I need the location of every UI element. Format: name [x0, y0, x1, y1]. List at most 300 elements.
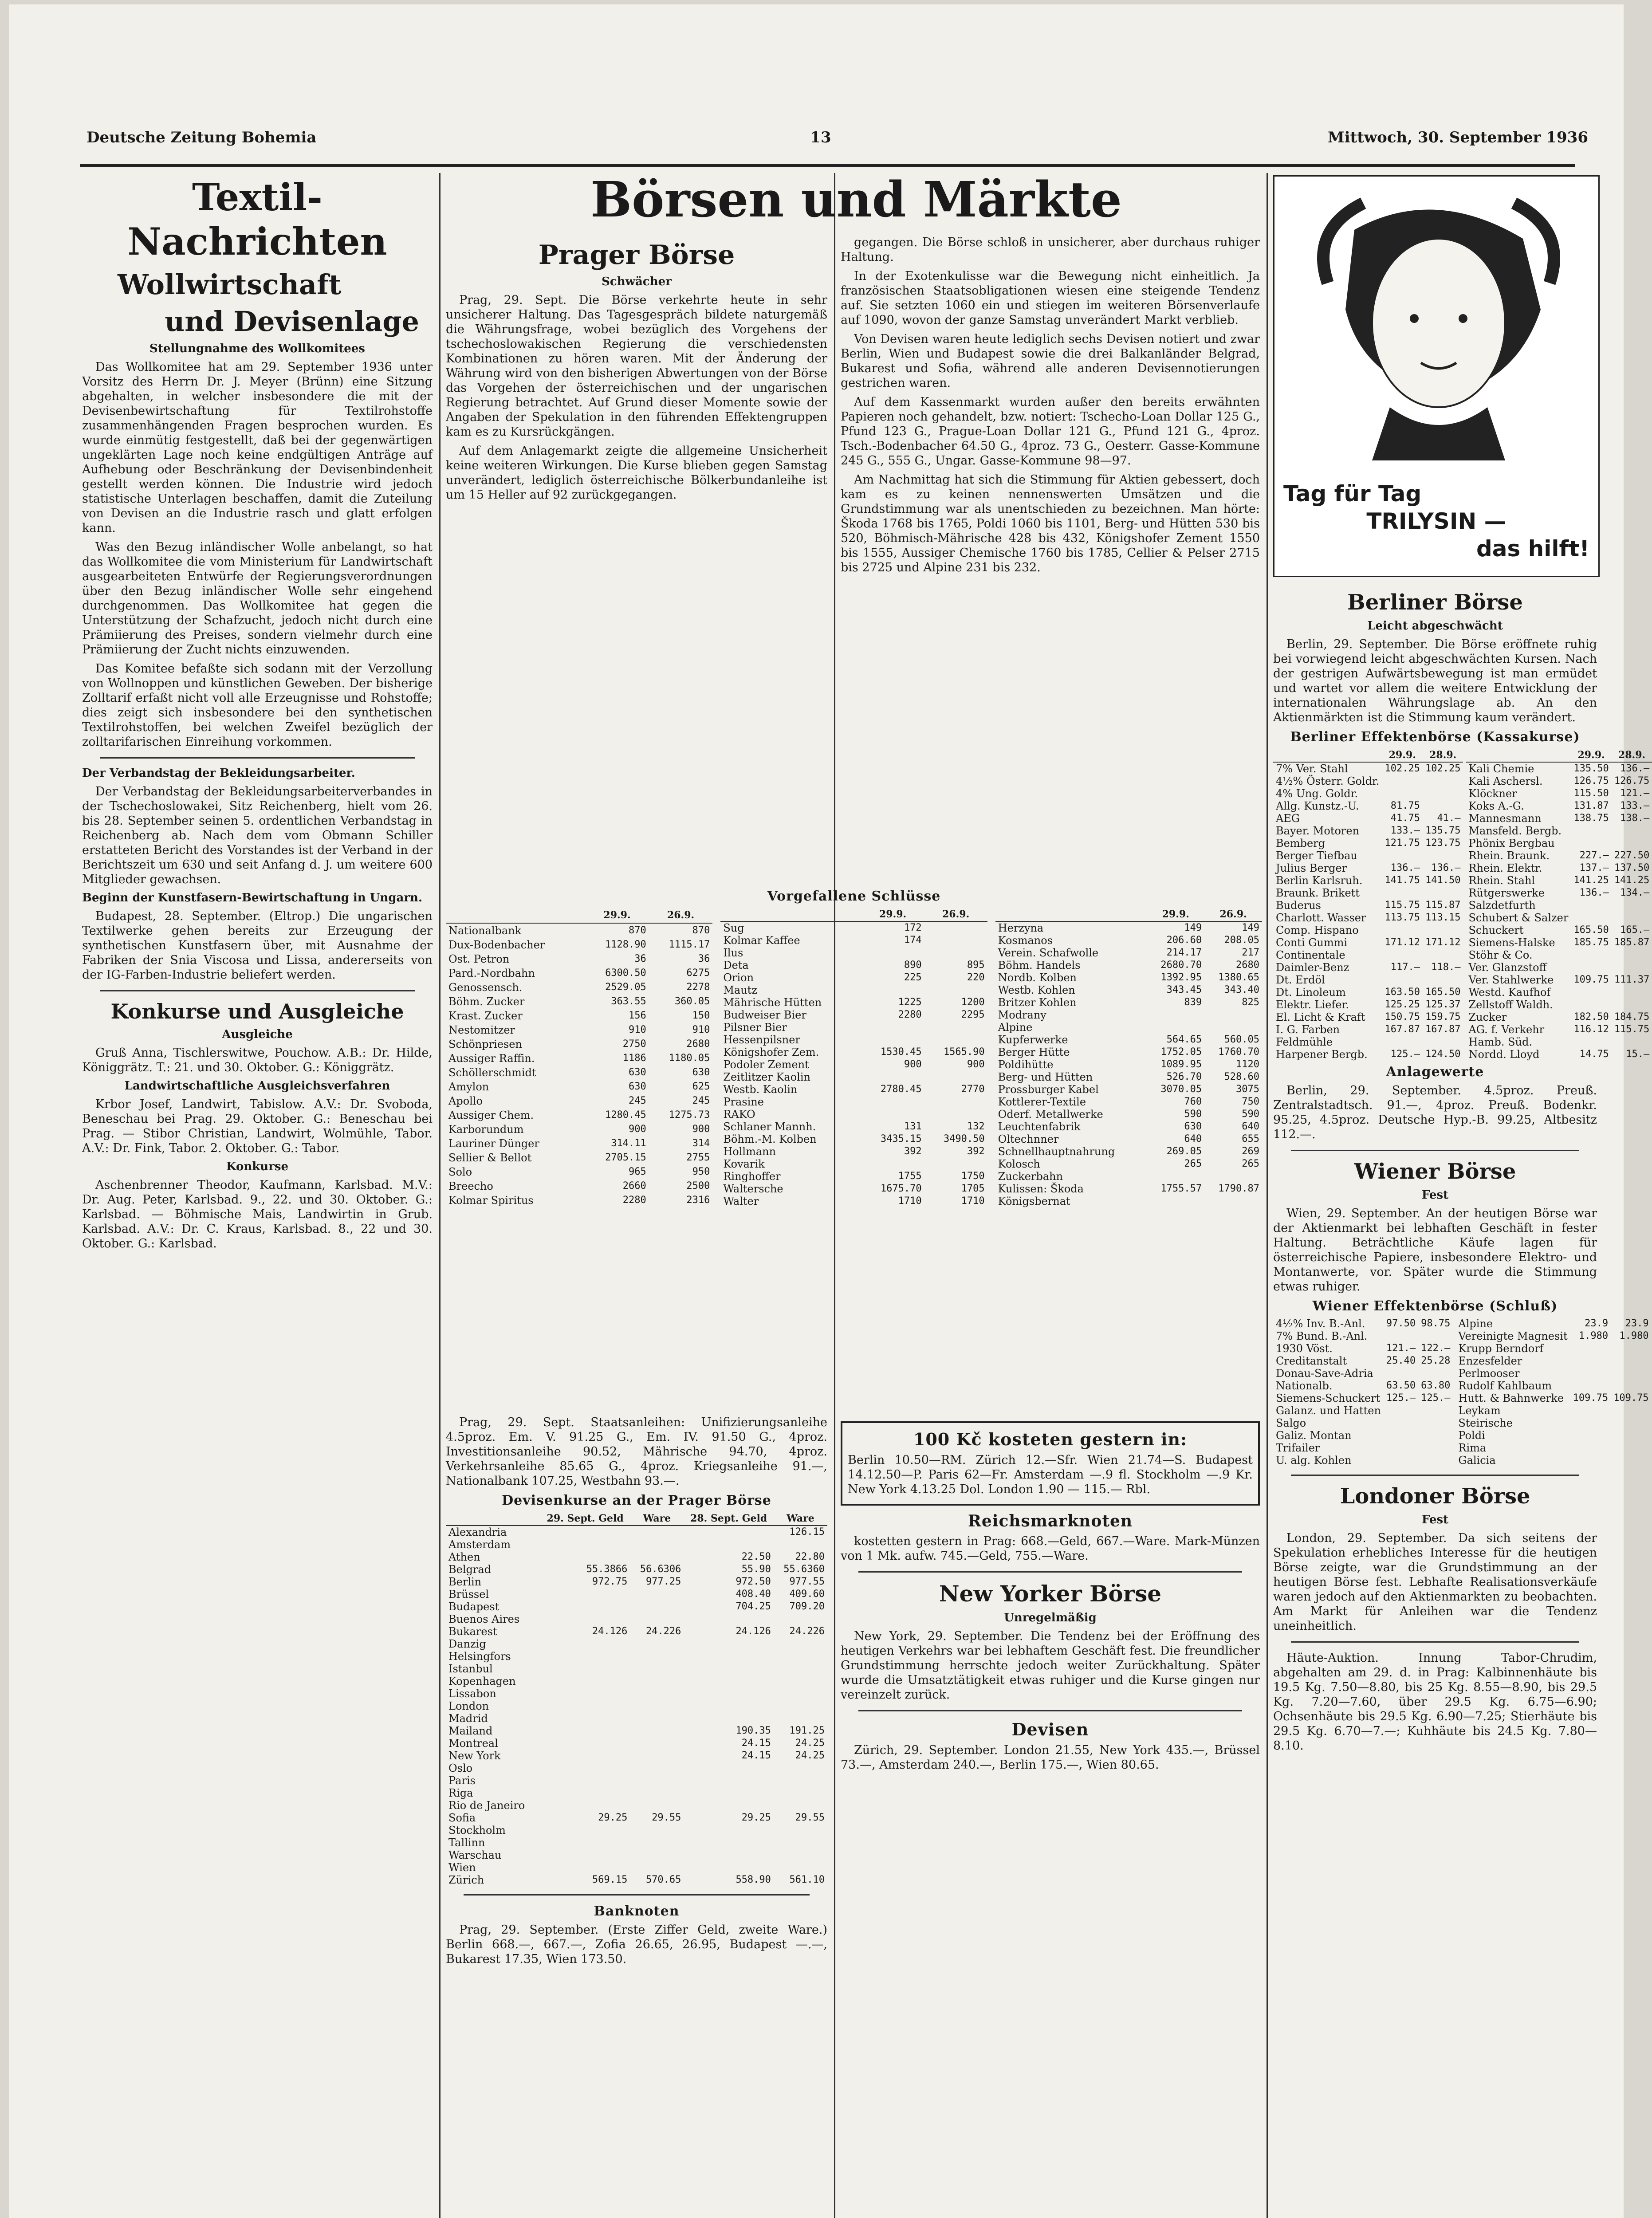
article-paragraph: Zürich, 29. September. London 21.55, New York 435.—, Brüssel 73.—, Amsterdam 240.—, Berlin 175.—, Wien 80.65.: [841, 1743, 1260, 1772]
table-value-cell: 900: [629, 1124, 646, 1135]
table-row: [720, 1034, 987, 1046]
ny-subhead: Unregelmäßig: [1004, 1611, 1097, 1624]
table-value-cell: [774, 1849, 827, 1861]
boersen-title: Börsen und Märkte: [590, 171, 1122, 228]
table-value-cell: 136.—: [1431, 862, 1461, 873]
article-paragraph: Berlin, 29. September. 4.5proz. Preuß. Zentralstadtsch. 91.—, 4proz. Preuß. Bodenkr. 95.25, 4.5proz. Deutsche Hyp.-B. 99.25, Altbesitz 112.—.: [1273, 1084, 1597, 1141]
table-label-cell: Mailand: [448, 1725, 493, 1737]
table-value-cell: [540, 1675, 630, 1687]
table-value-cell: 126.15: [789, 1526, 825, 1538]
table-label-cell: Enzesfelder: [1458, 1355, 1522, 1367]
table-value-cell: [630, 1638, 684, 1650]
table-value-cell: 343.45: [1166, 984, 1202, 995]
table-value-cell: [540, 1601, 630, 1613]
table-value-cell: 1750: [961, 1171, 985, 1182]
table-label-cell: Galanz. und Hatten: [1276, 1404, 1381, 1417]
article-paragraph: In der Exotenkulisse war die Bewegung nicht einheitlich. Ja französischen Staatsobligationen wiesen eine steigende Tendenz auf. Sie setzten 1060 ein und stiegen im weiteren Börsenverlaufe auf 1090, wovon der ganze Samstag unverändert Markt verblieb.: [841, 269, 1260, 327]
table-value-cell: 22.50: [741, 1551, 771, 1562]
table-value-cell: 138.75: [1573, 813, 1609, 824]
table-value-cell: 167.87: [1385, 1024, 1420, 1035]
table-row: [446, 1675, 827, 1687]
table-header-cell: 29.9.: [1571, 748, 1611, 762]
table-row: [446, 1051, 712, 1066]
table-row: [1273, 775, 1463, 787]
prager-subhead: Schwächer: [602, 275, 672, 288]
table-value-cell: [1570, 1417, 1611, 1429]
table-value-cell: [630, 1526, 684, 1538]
table-value-cell: 870: [692, 925, 710, 936]
table-value-cell: 750: [1242, 1096, 1259, 1107]
table-row: [995, 996, 1262, 1009]
table-value-cell: 125.—: [1421, 1392, 1451, 1404]
table-value-cell: 63.80: [1421, 1380, 1451, 1391]
table-value-cell: [1571, 986, 1611, 999]
table-label-cell: Kupferwerke: [998, 1034, 1068, 1046]
table-value-cell: 6275: [686, 967, 710, 979]
textil-title: Textil-Nachrichten: [127, 175, 387, 263]
table-row: [1455, 1342, 1651, 1355]
textil-subtitle-2: und Devisenlage: [165, 305, 419, 338]
table-value-cell: 24.226: [645, 1626, 681, 1637]
table-value-cell: 116.12: [1573, 1024, 1609, 1035]
table-value-cell: [630, 1712, 684, 1725]
table-value-cell: 269.05: [1166, 1146, 1202, 1157]
table-row: [1273, 1429, 1453, 1442]
table-value-cell: 1710: [961, 1196, 985, 1207]
table-label-cell: Buderus: [1276, 899, 1321, 912]
table-row: [1273, 849, 1463, 862]
table-value-cell: [1611, 1380, 1651, 1392]
table-header-row: [1466, 748, 1652, 762]
table-value-cell: [774, 1861, 827, 1874]
table-value-cell: 184.75: [1614, 1011, 1650, 1022]
table-row: [446, 1080, 712, 1094]
table-row: [1273, 1011, 1463, 1023]
table-row: [720, 1170, 987, 1183]
article-paragraph: London, 29. September. Da sich seitens der Spekulation erhebliches Interesse für die heutigen Börse zeigte, war die Grundstimmung an der heutigen Börse fest. Lebhafte Realisationsverkäufe waren jedoch auf den Aktienmarkten zu beobachten. Am Markt für Anleihen war die Tendenz uneinheitlich.: [1273, 1531, 1597, 1633]
table-row: [720, 959, 987, 971]
table-row: [1273, 812, 1463, 825]
table-value-cell: [1611, 1454, 1651, 1467]
table-row: [1273, 1404, 1453, 1417]
table-value-cell: [1382, 775, 1423, 787]
table-label-cell: Donau-Save-Adria: [1276, 1367, 1373, 1380]
table-value-cell: [630, 1588, 684, 1601]
table-label-cell: Rhein. Braunk.: [1468, 849, 1550, 862]
table-value-cell: [540, 1687, 630, 1700]
table-value-cell: [540, 1762, 630, 1774]
table-row: [1273, 800, 1463, 812]
table-label-cell: Steirische: [1458, 1417, 1513, 1429]
table-row: [446, 1737, 827, 1750]
table-row: [1466, 949, 1652, 961]
table-label-cell: Zürich: [448, 1874, 484, 1886]
table-row: [1466, 1023, 1652, 1036]
table-value-cell: 172: [904, 922, 922, 933]
section-divider: [464, 1894, 810, 1896]
table-value-cell: [924, 984, 987, 996]
table-label-cell: Krast. Zucker: [448, 1010, 523, 1022]
table-value-cell: 950: [692, 1166, 710, 1177]
table-value-cell: 102.25: [1425, 763, 1461, 774]
table-value-cell: 22.80: [795, 1551, 825, 1562]
table-label-cell: Apollo: [448, 1095, 483, 1108]
table-row: [720, 934, 987, 947]
table-value-cell: 655: [1242, 1133, 1259, 1144]
table-label-cell: Waltersche: [723, 1183, 783, 1195]
table-row: [995, 947, 1262, 959]
table-label-cell: Feldmühle: [1276, 1036, 1333, 1048]
table-value-cell: 123.75: [1425, 838, 1461, 849]
table-value-cell: [1384, 1404, 1418, 1417]
table-label-cell: Breecho: [448, 1180, 493, 1192]
table-value-cell: [1423, 787, 1463, 800]
table-value-cell: 29.55: [652, 1812, 681, 1823]
table-label-cell: Tallinn: [448, 1837, 485, 1849]
table-value-cell: 132: [967, 1121, 985, 1132]
table-value-cell: [924, 921, 987, 934]
table-header-cell: [995, 908, 1147, 921]
table-value-cell: 174: [904, 935, 922, 946]
table-value-cell: [861, 947, 924, 959]
table-value-cell: 182.50: [1573, 1011, 1609, 1022]
table-label-cell: Sug: [723, 922, 744, 934]
table-value-cell: [1570, 1429, 1611, 1442]
table-value-cell: 121.—: [1620, 788, 1650, 799]
table-value-cell: 900: [904, 1059, 922, 1070]
table-value-cell: 2755: [686, 1152, 710, 1164]
table-value-cell: [1611, 1367, 1651, 1380]
table-value-cell: 206.60: [1166, 935, 1202, 946]
table-row: [1455, 1392, 1651, 1404]
table-row: [995, 1145, 1262, 1158]
table-value-cell: 165.—: [1620, 924, 1650, 936]
table-label-cell: Harpener Bergb.: [1276, 1048, 1368, 1061]
table-value-cell: 1790.87: [1218, 1183, 1259, 1194]
table-value-cell: 2780.45: [880, 1084, 922, 1095]
table-label-cell: Oderf. Metallwerke: [998, 1108, 1103, 1121]
table-value-cell: [861, 984, 924, 996]
table-value-cell: [630, 1737, 684, 1750]
table-value-cell: 156: [629, 1010, 646, 1022]
table-value-cell: [1611, 1404, 1651, 1417]
table-value-cell: 225: [904, 972, 922, 983]
table-value-cell: [774, 1824, 827, 1837]
table-row: [446, 1588, 827, 1601]
table-value-cell: 314.11: [611, 1138, 646, 1149]
table-value-cell: [684, 1787, 774, 1799]
table-value-cell: 363.55: [611, 996, 646, 1007]
table-value-cell: [1382, 849, 1423, 862]
table-row: [995, 1071, 1262, 1083]
table-value-cell: [684, 1675, 774, 1687]
table-value-cell: 625: [692, 1081, 710, 1093]
table-row: [446, 1551, 827, 1563]
table-row: [720, 1009, 987, 1021]
table-value-cell: 125.25: [1385, 999, 1420, 1010]
wien-table: [1273, 1317, 1453, 1467]
devisenkurse-table: [446, 1512, 827, 1886]
table-row: [1466, 974, 1652, 986]
table-row: [1273, 986, 1463, 999]
table-row: [995, 1046, 1262, 1058]
table-label-cell: Hutt. & Bahnwerke: [1458, 1392, 1564, 1404]
table-row: [995, 1009, 1262, 1021]
table-label-cell: Rudolf Kahlbaum: [1458, 1380, 1552, 1392]
table-value-cell: 760: [1184, 1096, 1202, 1107]
table-row: [995, 934, 1262, 947]
table-value-cell: 630: [629, 1081, 646, 1093]
table-label-cell: Ver. Stahlwerke: [1468, 974, 1554, 986]
textil-subhead: Stellungnahme des Wollkomitees: [149, 342, 365, 355]
table-label-cell: Wien: [448, 1861, 476, 1874]
table-value-cell: 269: [1242, 1146, 1259, 1157]
table-row: [995, 1195, 1262, 1207]
table-value-cell: 6300.50: [605, 967, 646, 979]
wien-schluss-title: Wiener Effektenbörse (Schluß): [1312, 1298, 1558, 1314]
table-value-cell: 125.37: [1425, 999, 1461, 1010]
table-label-cell: Hollmann: [723, 1145, 776, 1158]
table-header-cell: 29.9.: [585, 908, 649, 923]
table-value-cell: [774, 1638, 827, 1650]
table-value-cell: [924, 947, 987, 959]
section-divider: [1291, 1475, 1579, 1476]
table-value-cell: 109.75: [1613, 1392, 1649, 1404]
table-row: [1466, 1011, 1652, 1023]
kronen-box: [841, 1421, 1260, 1506]
table-row: [446, 1563, 827, 1576]
table-label-cell: Budweiser Bier: [723, 1009, 806, 1021]
table-value-cell: 136.—: [1579, 887, 1609, 898]
table-value-cell: [630, 1725, 684, 1737]
table-label-cell: 7% Ver. Stahl: [1276, 763, 1348, 775]
table-header-cell: 28. Sept. Geld: [684, 1512, 774, 1526]
article-paragraph: Von Devisen waren heute lediglich sechs Devisen notiert und zwar Berlin, Wien und Budapest sowie die drei Balkanländer Belgrad, Bukarest und Sofia, während alle anderen Devisennotierungen gestrichen waren.: [841, 332, 1260, 390]
table-label-cell: Berger Hütte: [998, 1046, 1070, 1058]
table-value-cell: [540, 1861, 630, 1874]
table-value-cell: 910: [692, 1024, 710, 1036]
table-label-cell: RAKO: [723, 1108, 755, 1121]
table-row: [720, 971, 987, 984]
prager-title: Prager Börse: [538, 240, 735, 271]
table-label-cell: Lauriner Dünger: [448, 1137, 539, 1150]
table-row: [446, 1165, 712, 1179]
textil-subtitle-1: Wollwirtschaft: [118, 268, 342, 301]
table-value-cell: [684, 1613, 774, 1625]
schluesse-table: [720, 908, 987, 1207]
table-value-cell: 227.50: [1614, 850, 1650, 861]
table-row: [1466, 800, 1652, 812]
table-value-cell: [1570, 1454, 1611, 1467]
table-value-cell: 1755: [898, 1171, 922, 1182]
article-paragraph: Wien, 29. September. An der heutigen Börse war der Aktienmarkt bei lebhaften Geschäft in fester Haltung. Beträchtliche Käufe lagen für österreichische Papiere, insbesondere Elektro- und Montanwerte, vor. Später wurde die Stimmung etwas ruhiger.: [1273, 1207, 1597, 1294]
table-label-cell: Ringhoffer: [723, 1170, 781, 1183]
table-value-cell: [861, 1021, 924, 1034]
kronen-title: 100 Kč kosteten gestern in:: [913, 1429, 1188, 1449]
table-row: [1466, 1048, 1652, 1061]
table-value-cell: [924, 1108, 987, 1121]
table-label-cell: Creditanstalt: [1276, 1355, 1347, 1367]
table-row: [1466, 924, 1652, 936]
table-label-cell: Nationalb.: [1276, 1380, 1333, 1392]
table-value-cell: [1423, 924, 1463, 936]
table-value-cell: [1570, 1355, 1611, 1367]
table-value-cell: 900: [692, 1124, 710, 1135]
article-paragraph: Prag, 29. Sept. Staatsanleihen: Unifizierungsanleihe 4.5proz. Em. V. 91.25 G., Em. IV. 91.50 G., 4proz. Investitionsanleihe 90.52, Mährische 94.70, 4proz. Verkehrsanleihe 85.65 G., 4proz. Kriegsanleihe 91.—, Nationalbank 107.25, Westbahn 93.—.: [446, 1416, 827, 1488]
table-row: [720, 984, 987, 996]
table-value-cell: [774, 1787, 827, 1799]
table-label-cell: Sofia: [448, 1812, 476, 1824]
table-value-cell: 2660: [622, 1180, 646, 1192]
table-value-cell: 220: [967, 972, 985, 983]
table-label-cell: 4% Ung. Goldr.: [1276, 787, 1358, 800]
table-label-cell: Dt. Erdöl: [1276, 974, 1325, 986]
ny-title: New Yorker Börse: [939, 1581, 1162, 1607]
table-value-cell: [1612, 1036, 1652, 1048]
devisen-column: [446, 1415, 827, 2218]
table-value-cell: [774, 1538, 827, 1551]
table-value-cell: [1612, 912, 1652, 924]
table-row: [1466, 912, 1652, 924]
table-value-cell: [774, 1663, 827, 1675]
table-value-cell: [1384, 1454, 1418, 1467]
table-row: [446, 1037, 712, 1051]
table-value-cell: [684, 1849, 774, 1861]
table-value-cell: 185.87: [1614, 937, 1650, 948]
table-label-cell: Berlin: [448, 1576, 482, 1588]
table-value-cell: [1570, 1342, 1611, 1355]
table-value-cell: [1418, 1417, 1453, 1429]
table-value-cell: [540, 1837, 630, 1849]
table-label-cell: Kali Chemie: [1468, 763, 1534, 775]
table-row: [446, 1725, 827, 1737]
table-value-cell: 590: [1242, 1109, 1259, 1120]
table-value-cell: 113.75: [1385, 912, 1420, 923]
table-label-cell: Rütgerswerke: [1468, 887, 1545, 899]
ad-slogan: [1283, 480, 1589, 562]
table-label-cell: Schlaner Mannh.: [723, 1121, 816, 1133]
table-row: [446, 1094, 712, 1108]
table-value-cell: [1384, 1330, 1418, 1342]
table-row: [1466, 899, 1652, 912]
table-row: [720, 1096, 987, 1108]
table-row: [1273, 762, 1463, 775]
table-value-cell: [540, 1538, 630, 1551]
table-value-cell: 126.75: [1573, 775, 1609, 787]
table-row: [720, 947, 987, 959]
table-value-cell: 630: [629, 1067, 646, 1078]
table-row: [1455, 1355, 1651, 1367]
table-value-cell: 870: [629, 925, 646, 936]
table-value-cell: [924, 1158, 987, 1170]
table-value-cell: [924, 1096, 987, 1108]
table-value-cell: 1115.17: [669, 939, 710, 951]
table-value-cell: 1752.05: [1160, 1046, 1202, 1058]
table-label-cell: Bukarest: [448, 1625, 497, 1638]
table-label-cell: Britzer Kohlen: [998, 996, 1077, 1009]
table-value-cell: 29.25: [741, 1812, 771, 1823]
table-row: [995, 1058, 1262, 1071]
column-divider: [439, 173, 441, 2218]
table-header-cell: 29.9.: [1147, 908, 1204, 921]
table-row: [995, 1021, 1262, 1034]
table-value-cell: [1423, 887, 1463, 899]
table-value-cell: 1710: [898, 1196, 922, 1207]
table-label-cell: New York: [448, 1750, 501, 1762]
table-row: [1455, 1454, 1651, 1467]
table-value-cell: 561.10: [789, 1874, 825, 1885]
table-label-cell: Montreal: [448, 1737, 498, 1750]
berlin-kasse-table: [1273, 748, 1463, 1061]
table-value-cell: [774, 1837, 827, 1849]
table-header-cell: 26.9.: [649, 908, 713, 923]
table-label-cell: Mährische Hütten: [723, 996, 822, 1009]
table-label-cell: Rio de Janeiro: [448, 1799, 525, 1812]
table-label-cell: Mansfeld. Bergb.: [1468, 825, 1562, 837]
table-value-cell: [684, 1526, 774, 1538]
table-label-cell: Schubert & Salzer: [1468, 912, 1569, 924]
ad-slogan-line-1: Tag für Tag: [1283, 481, 1422, 507]
table-header-row: [720, 908, 987, 921]
table-value-cell: [1423, 800, 1463, 812]
article-paragraph: Häute-Auktion. Innung Tabor-Chrudim, abgehalten am 29. d. in Prag: Kalbinnenhäute bis 19.5 Kg. 7.50—8.80, bis 25 Kg. 8.55—8.90, bis 29.5 Kg. 7.20—7.60, über 29.5 Kg. 6.75—6.90; Ochsenhäute bis 29.5 Kg. 6.90—7.25; Stierhäute bis 29.5 Kg. 6.70—7.—; Kuhhäute bis 24.5 Kg. 7.80—8.10.: [1273, 1651, 1597, 1753]
table-label-cell: Pard.-Nordbahn: [448, 967, 535, 980]
table-value-cell: [1571, 961, 1611, 974]
table-label-cell: Belgrad: [448, 1563, 492, 1576]
table-label-cell: Poldi: [1458, 1429, 1485, 1442]
berlin-wien-column: [1273, 586, 1650, 2218]
table-label-cell: Perlmooser: [1458, 1367, 1520, 1380]
table-value-cell: 23.9: [1625, 1318, 1649, 1329]
konkurse-heading: Konkurse: [226, 1160, 289, 1173]
table-value-cell: 29.55: [795, 1812, 825, 1823]
table-value-cell: [1611, 1417, 1651, 1429]
table-value-cell: 2680: [686, 1038, 710, 1050]
table-row: [446, 938, 712, 952]
table-label-cell: El. Licht & Kraft: [1276, 1011, 1365, 1023]
trilysin-advertisement: [1273, 175, 1600, 577]
table-value-cell: [1382, 1036, 1423, 1048]
table-value-cell: 360.05: [674, 996, 710, 1007]
table-value-cell: [1423, 974, 1463, 986]
table-value-cell: [1147, 1021, 1204, 1034]
table-value-cell: [630, 1787, 684, 1799]
section-divider: [100, 757, 415, 759]
table-header-cell: 26.9.: [1204, 908, 1262, 921]
table-header-row: [995, 908, 1262, 921]
table-value-cell: 41.75: [1390, 813, 1420, 824]
wien-table: [1455, 1317, 1651, 1467]
table-row: [446, 1787, 827, 1799]
article-paragraph: kostetten gestern in Prag: 668.—Geld, 667.—Ware. Mark-Münzen von 1 Mk. aufw. 745.—Geld, 755.—Ware.: [841, 1534, 1260, 1563]
table-row: [1273, 961, 1463, 974]
table-label-cell: Stöhr & Co.: [1468, 949, 1533, 961]
table-label-cell: Kopenhagen: [448, 1675, 516, 1687]
table-row: [995, 959, 1262, 971]
table-value-cell: 115.50: [1573, 788, 1609, 799]
article-paragraph: Das Wollkomitee hat am 29. September 1936 unter Vorsitz des Herrn Dr. J. Meyer (Brünn) eine Sitzung abgehalten, in welcher insbesondere die mit der Devisenbewirtschaftung für Textilrohstoffe zusammenhängenden Fragen besprochen wurden. Es wurde einmütig festgestellt, daß bei der gegenwärtigen ungeklärten Lage noch keine endgültigen Anträge auf Aufhebung oder Beschränkung der Devisenbindenheit gestellt werden können. Die Industrie wird jedoch statistische Unterlagen beschaffen, damit die Zuteilung von Devisen an die Industrie rasch und glatt erfolgen kann.: [82, 360, 433, 535]
table-value-cell: 36: [698, 953, 710, 965]
table-value-cell: [1384, 1429, 1418, 1442]
table-value-cell: 1.980: [1619, 1330, 1649, 1341]
table-value-cell: [684, 1837, 774, 1849]
table-row: [1273, 837, 1463, 849]
table-label-cell: Schnellhauptnahrung: [998, 1145, 1115, 1158]
table-row: [446, 1638, 827, 1650]
table-value-cell: 265: [1242, 1158, 1259, 1169]
table-label-cell: Warschau: [448, 1849, 502, 1861]
table-value-cell: 558.90: [736, 1874, 771, 1885]
